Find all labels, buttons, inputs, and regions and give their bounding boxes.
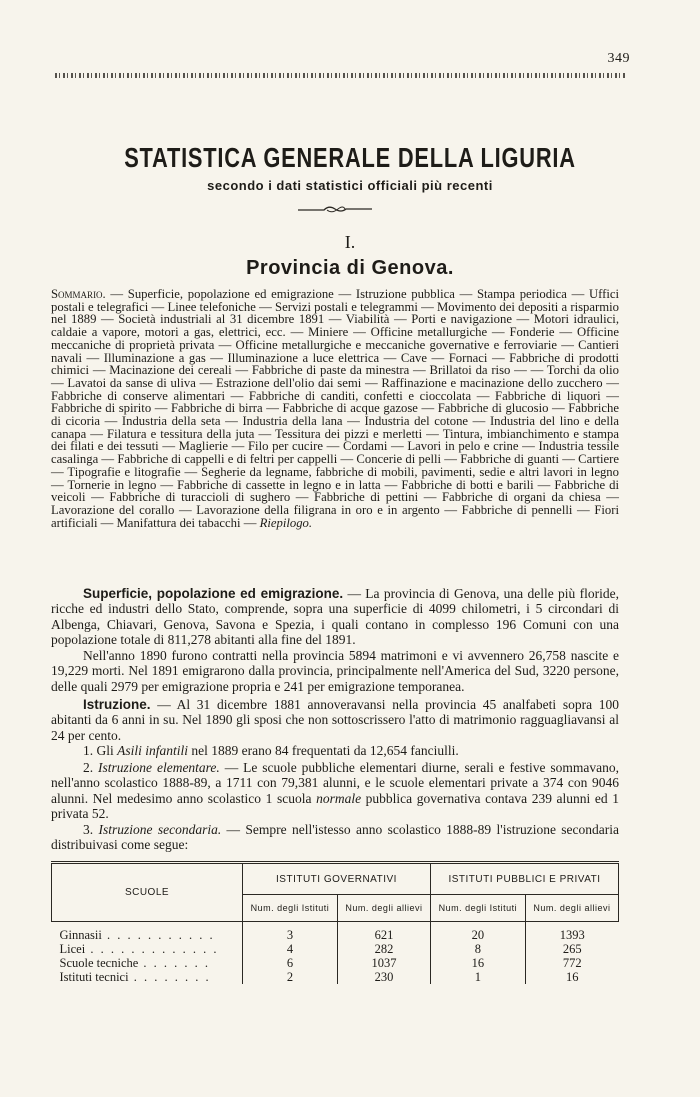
cell-pub-ist: 1 — [430, 970, 525, 984]
paragraph-italic: Istruzione elementare. — [98, 760, 220, 775]
paragraph-elementary — [51, 760, 619, 822]
cell-pub-all: 16 — [525, 970, 618, 984]
section-number: I. — [344, 232, 356, 252]
table-row — [52, 956, 619, 970]
paragraph-text: Nell'anno 1890 furono contratti nella provincia 5894 matrimoni e vi avvennero 26,758 nascite e 19,229 morti. Nel 1891 emigrarono dalla provincia, principalmente nell'America del Sud, 3220 persone, delle quali 2979 per emigrazione propria e 241 per emigrazione temporanea. — [51, 648, 619, 694]
cell-pub-ist: 16 — [430, 956, 525, 970]
paragraph-italic: Asili infantili — [117, 743, 189, 758]
group-header-pubblici-privati: ISTITUTI PUBBLICI E PRIVATI — [430, 863, 618, 895]
page-title: STATISTICA GENERALE DELLA LIGURIA — [124, 142, 576, 173]
paragraph-heading: Istruzione. — [83, 697, 151, 712]
dot-leader: . . . . . . . . . . . — [101, 928, 215, 942]
dot-leader: . . . . . . . — [138, 956, 211, 970]
paragraph-text: 3. — [83, 822, 99, 837]
row-label: Scuole tecniche . . . . . . . — [59, 956, 211, 970]
subheader-gov-istituti: Num. degli Istituti — [243, 895, 338, 922]
paragraph-vital-stats — [51, 648, 619, 694]
page-number: 349 — [607, 51, 630, 66]
cell-gov-all: 230 — [337, 970, 430, 984]
dot-leader: . . . . . . . . . . . . . — [85, 942, 219, 956]
group-header-governativi: ISTITUTI GOVERNATIVI — [243, 863, 431, 895]
secondary-education-table — [51, 861, 619, 984]
paragraph-education — [51, 697, 619, 743]
paragraph-text: — Le scuole pubbliche elementari diurne, serali e festive sommavano, nell'anno scolastico 1888-89, a 1711 con 79,381 alunni, e le scuole elementari private a 374 con 9046 alunni. Nel medesimo anno scolastico 1 scuola — [51, 760, 620, 806]
cell-pub-all: 265 — [525, 942, 618, 956]
cell-gov-ist: 2 — [243, 970, 338, 984]
paragraph-secondary — [51, 822, 619, 853]
summary-paragraph — [51, 288, 619, 529]
subheader-pub-allievi: Num. degli allievi — [525, 895, 618, 922]
cell-gov-all: 282 — [337, 942, 430, 956]
paragraph-italic: Istruzione secondaria. — [98, 822, 222, 837]
table-row — [52, 970, 619, 984]
cell-gov-all: 621 — [337, 922, 430, 943]
summary-end: Riepilogo. — [259, 515, 313, 530]
table-row — [52, 942, 619, 956]
paragraph-text: 2. — [83, 760, 99, 775]
ornament-flourish-icon — [296, 203, 374, 215]
cell-gov-ist: 6 — [243, 956, 338, 970]
summary-text: — Superficie, popolazione ed emigrazione — Istruzione pubblica — Stampa periodica — Uffici postali e telegrafici — Linee telefoniche — Servizi postali e telegrammi — Movimento dei depositi a risparmio nel 1889 — Società industriali al 31 dicembre 1891 — Viabilità — Porti e navigazione — Motori idraulici, caldaie a vapore, motori a gas, elettrici, ecc. — Miniere — Officine metallurgiche — Fonderie — Officine meccaniche di proprietà privata — Officine metallurgiche e meccaniche governative e ferroviarie — Cantieri navali — Illuminazione a gas — Illuminazione a luce elettrica — Cave — Fornaci — Fabbriche di prodotti chimici — Macinazione dei cereali — Fabbriche di paste da minestra — Brillatoi da riso — — Torchi da olio — Lavatoi da sanse di uliva — Estrazione dell'olio dai semi — Raffinazione e macinazione dello zucchero — Fabbriche di conserve alimentari — Fabbriche di canditi, confetti e cioccolata — Fabbriche di liquori — Fabbriche di spirito — Fabbriche di birra — Fabbriche di acque gazose — Fabbriche di glucosio — Fabbriche di cicoria — Industria della seta — Industria della lana — Industria del cotone — Industria del lino e della canapa — Filatura e tessitura della juta — Tessitura dei pizzi e merletti — Tintura, imbianchimento e stampa dei filati e dei tessuti — Maglierie — Filo per cucire — Cordami — Lavori in pelo e crine — Industria tessile casalinga — Fabbriche di cappelli e di feltri per cappelli — Concerie di pelli — Fabbriche di guanti — Cartiere — Tipografie e litografie — Segherie da legname, fabbriche di mobili, pavimenti, sedie e altri lavori in legno — Tornerie in legno — Fabbriche di cassette in legno e in latta — Fabbriche di botti e barili — Fabbriche di veicoli — Fabbriche di turaccioli di sughero — Fabbriche di pettini — Fabbriche di organi da chiesa — Lavorazione del corallo — Lavorazione della filigrana in oro e in argento — Fabbriche di pennelli — Fiori artificiali — Manifattura dei tabacchi — — [51, 287, 620, 530]
paragraph-italic: normale — [316, 790, 362, 806]
table-row — [52, 922, 619, 943]
row-label: Istituti tecnici . . . . . . . . — [59, 970, 211, 984]
page-subtitle: secondo i dati statistici officiali più recenti — [207, 178, 493, 193]
paragraph-text: nel 1889 erano 84 frequentati da 12,654 fanciulli. — [188, 743, 459, 758]
paragraph-text: — La provincia di Genova, una delle più floride, ricche ed industri dello Stato, comprende, sopra una superficie di 4099 chilometri, i 5 circondari di Albenga, Chiavari, Genova, Savona e Spezia, i quali contano in complesso 196 Comuni con una popolazione totale di 811,278 abitanti alla fine del 1891. — [51, 586, 619, 648]
cell-pub-ist: 20 — [430, 922, 525, 943]
cell-gov-ist: 3 — [243, 922, 338, 943]
dot-leader: . . . . . . . . — [128, 970, 211, 984]
cell-pub-all: 1393 — [525, 922, 618, 943]
paragraph-kindergartens — [51, 743, 619, 758]
cell-gov-all: 1037 — [337, 956, 430, 970]
ornamental-dotted-rule — [55, 73, 625, 78]
subheader-pub-istituti: Num. degli Istituti — [430, 895, 525, 922]
paragraph-text: 1. Gli — [83, 743, 118, 758]
paragraph-text: pubblica governativa contava 239 alunni ed 1 privata 52. — [51, 790, 619, 822]
paragraph-heading: Superficie, popolazione ed emigrazione. — [83, 586, 344, 601]
cell-pub-all: 772 — [525, 956, 618, 970]
paragraph-text: — Al 31 dicembre 1881 annoveravansi nella provincia 45 analfabeti sopra 100 abitanti da 6 anni in su. Nel 1890 gli sposi che non sottoscrissero l'atto di matrimonio ragguagliavansi al 24 per cento. — [51, 697, 619, 743]
cell-gov-ist: 4 — [243, 942, 338, 956]
subheader-gov-allievi: Num. degli allievi — [337, 895, 430, 922]
paragraph-text: — Sempre nell'istesso anno scolastico 1888-89 l'istruzione secondaria distribuivasi come segue: — [51, 822, 620, 853]
row-label: Licei . . . . . . . . . . . . . — [59, 942, 219, 956]
col-header-schools: SCUOLE — [52, 863, 243, 922]
row-label: Ginnasii . . . . . . . . . . . — [59, 928, 215, 942]
summary-lead: Sommario. — [51, 287, 106, 301]
section-title: Provincia di Genova. — [246, 257, 454, 279]
cell-pub-ist: 8 — [430, 942, 525, 956]
paragraph-population — [51, 586, 619, 648]
